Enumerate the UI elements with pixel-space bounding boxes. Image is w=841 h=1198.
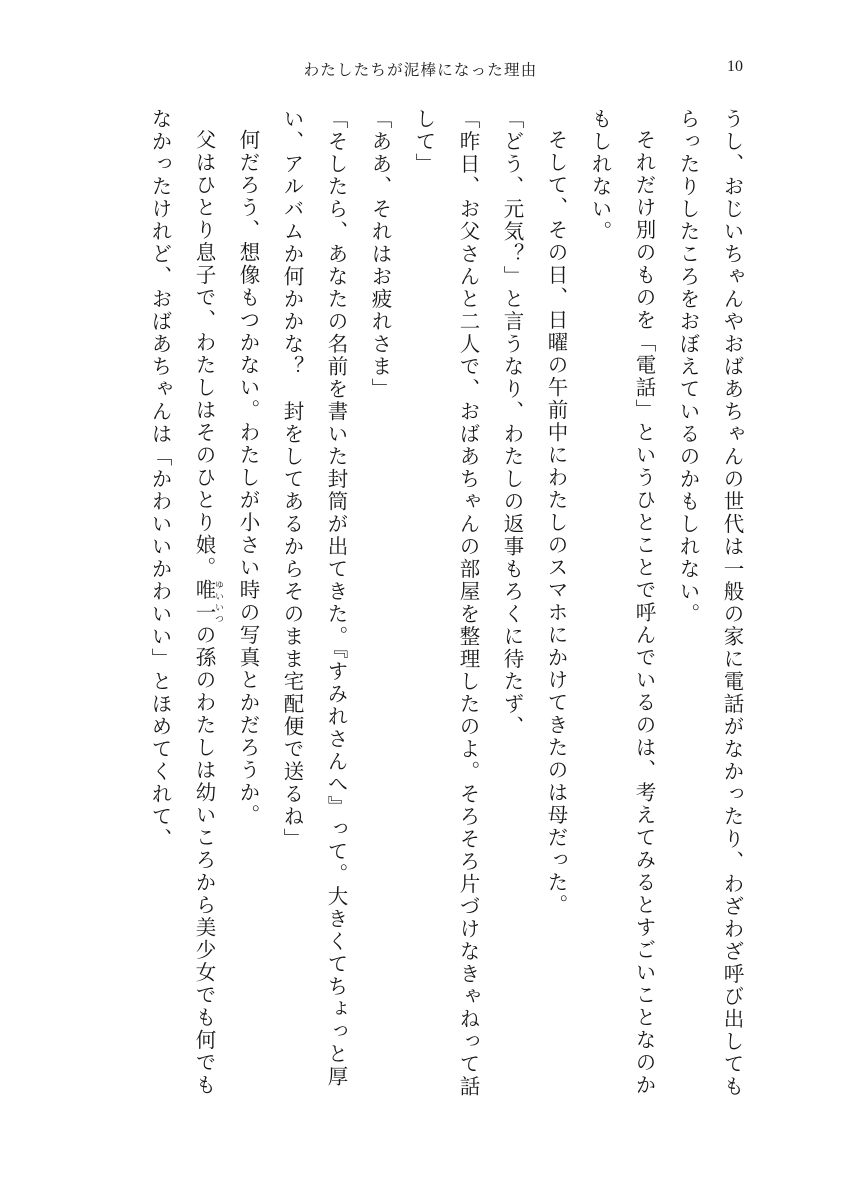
paragraph: 「昨日、お父さんと二人で、おばあちゃんの部屋を整理したのよ。そろそろ片づけなきゃねって話して」 <box>412 108 478 1098</box>
paragraph: 「どう、元気？」と言うなり、わたしの返事もろくに待たず、 <box>500 108 522 738</box>
body-text-area <box>93 108 753 1118</box>
paragraph: 「そしたら、あなたの名前を書いた封筒が出てきた。『すみれさんへ』って。大きくてちょっと厚い、アルバムか何かかな？ 封をしてあるからそのまま宅配便で送るね」 <box>280 108 346 1088</box>
page-number: 10 <box>727 58 743 75</box>
running-head-title: わたしたちが泥棒になった理由 <box>303 62 538 79</box>
vertical-text-block <box>93 108 753 1118</box>
paragraph-with-ruby: 父はひとり息子で、わたしはそのひとり娘。唯一 ゆいいつの孫のわたしは幼いころから美少女でも何でもなかったけれど、おばあちゃんは「かわいいかわいい」とほめてくれて、 <box>148 108 224 1097</box>
page-header <box>0 58 841 84</box>
paragraph: それだけ別のものを「電話」というひとことで呼んでいるのは、考えてみるとすごいことなのかもしれない。 <box>588 108 654 1097</box>
paragraph: そして、その日、日曜の午前中にわたしのスマホにかけてきたのは母だった。 <box>544 129 566 917</box>
ruby-annotation: 唯一 ゆいいつ <box>192 579 224 624</box>
paragraph: 「ああ、それはお疲れさま」 <box>368 108 390 401</box>
paragraph: 何だろう、想像もつかない。わたしが小さい時の写真とかだろうか。 <box>236 129 258 827</box>
paragraph: うし、おじいちゃんやおばあちゃんの世代は一般の家に電話がなかったり、わざわざ呼び出してもらったりしたころをおぼえているのかもしれない。 <box>676 108 742 1098</box>
